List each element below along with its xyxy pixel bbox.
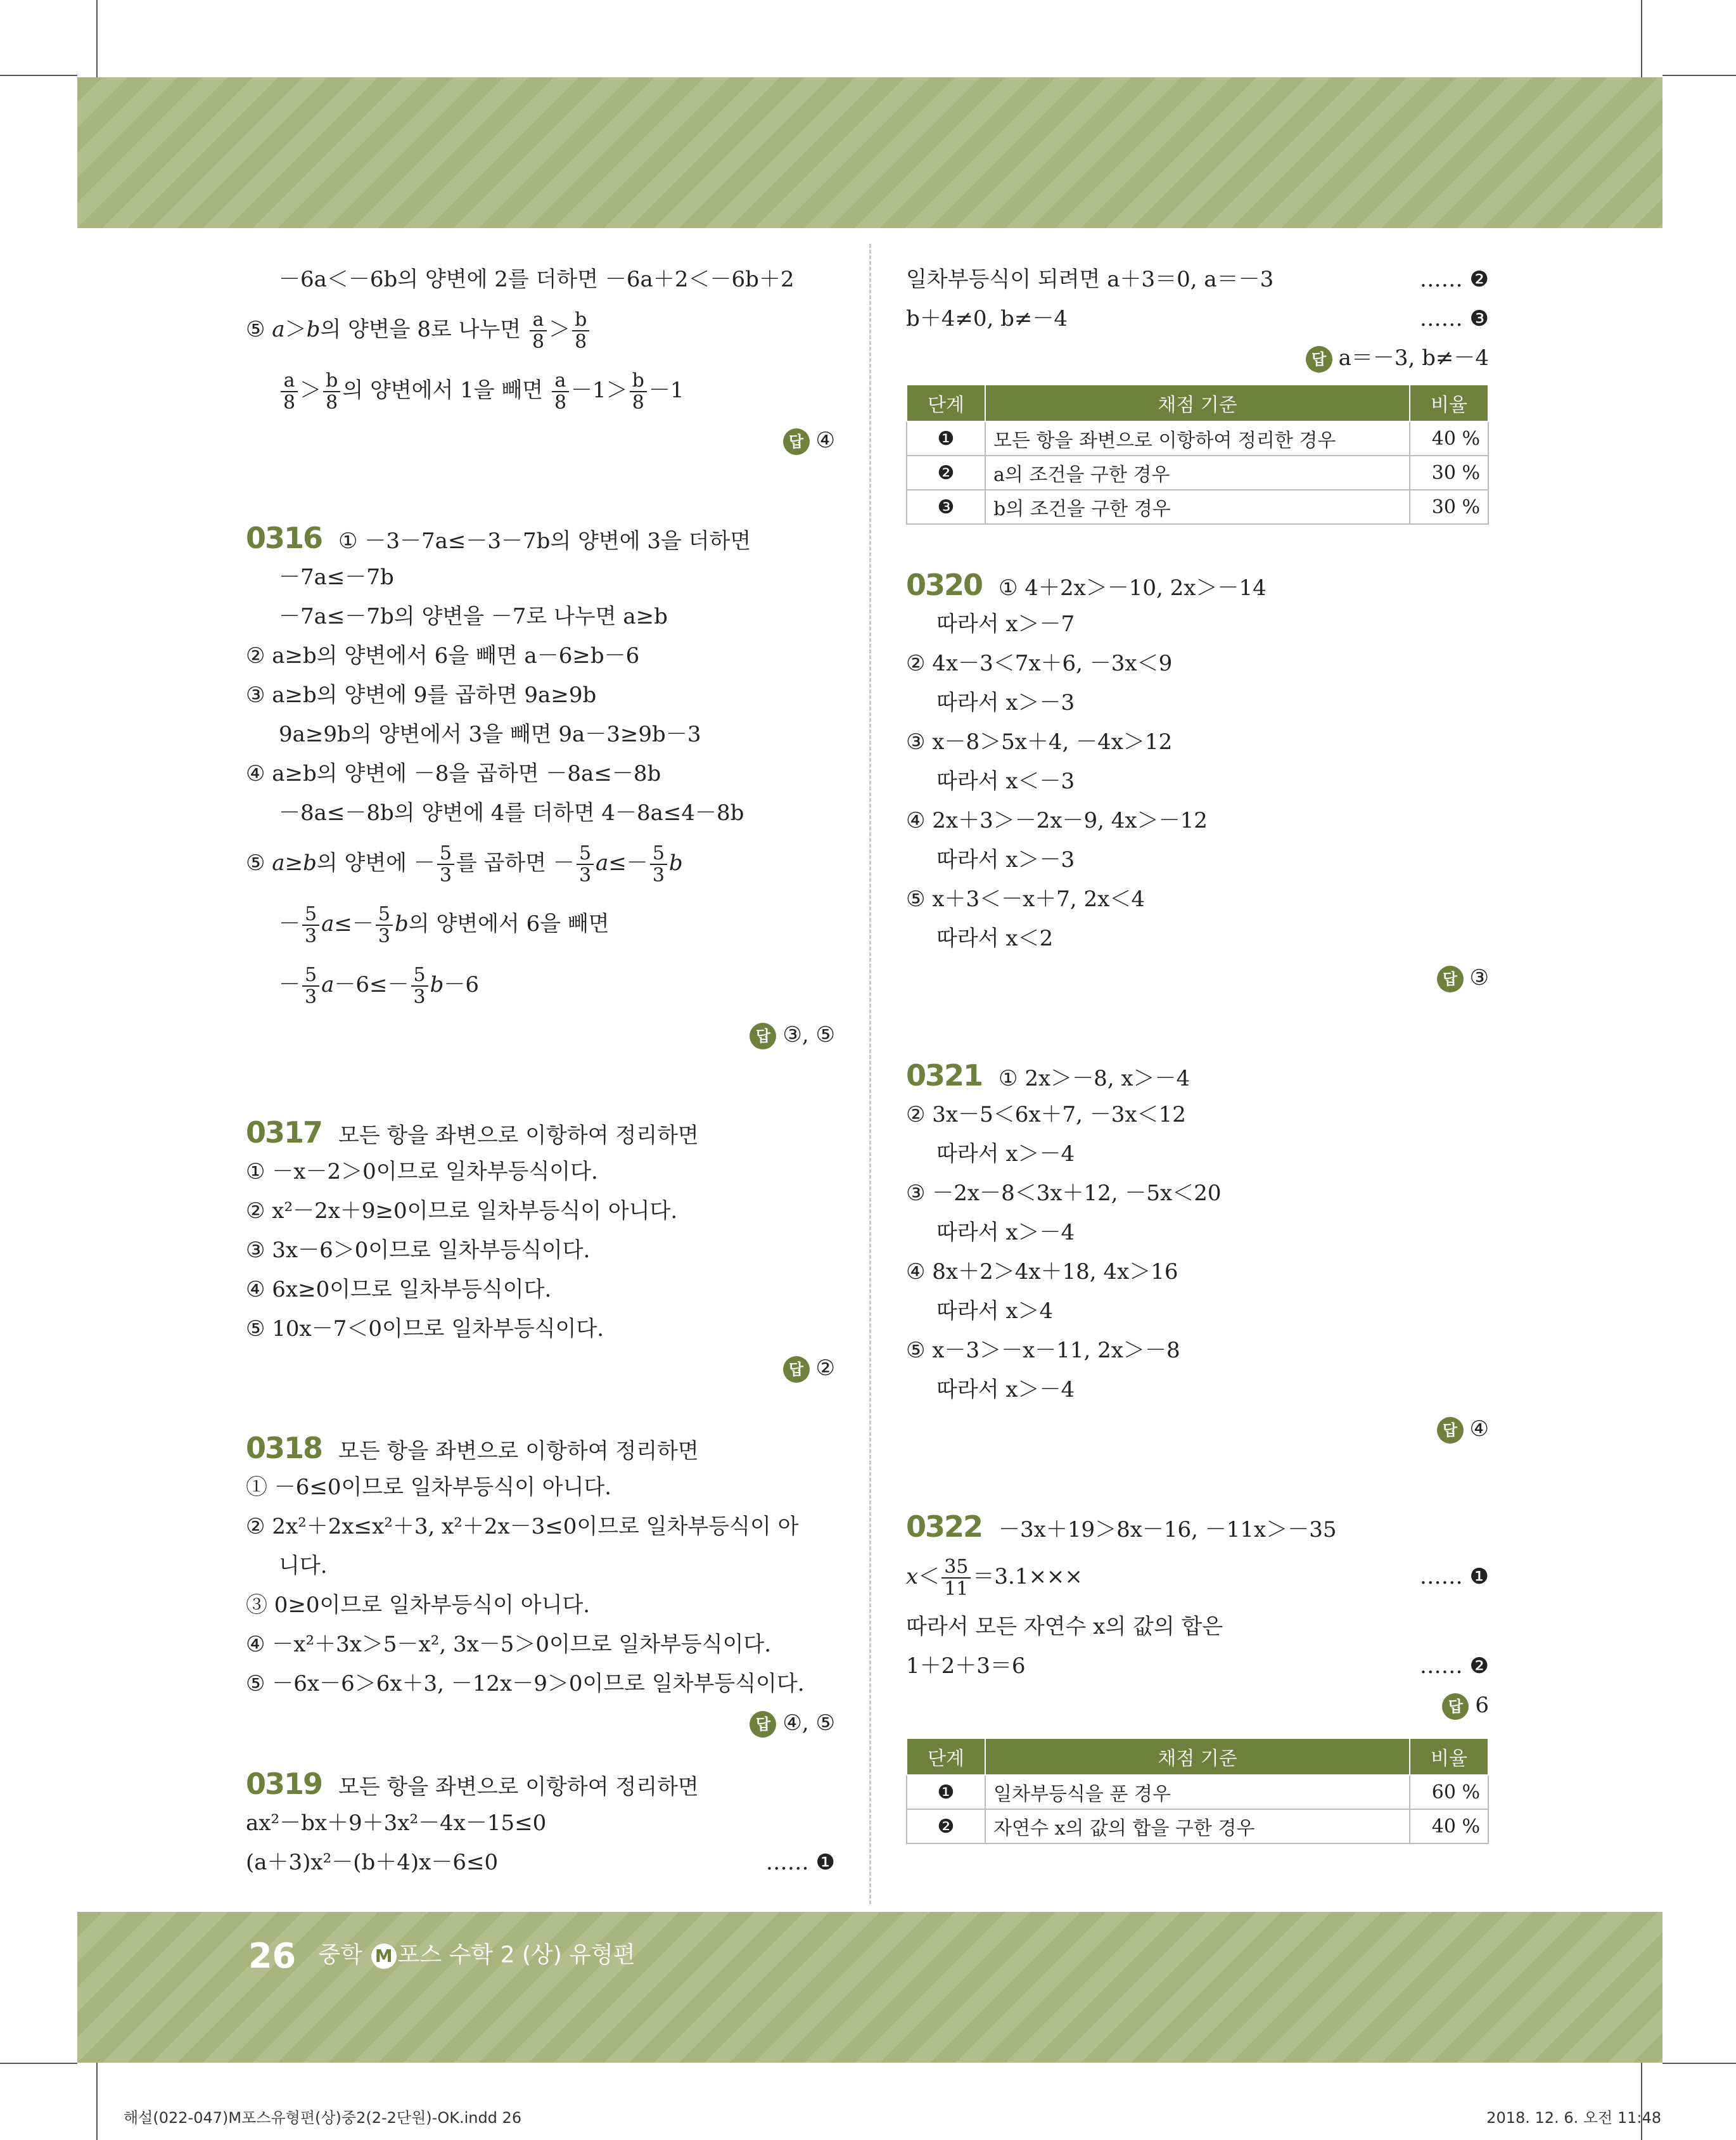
text-line: 따라서 x＜2 [936, 926, 1054, 951]
table-row: ❷ 자연수 x의 값의 합을 구한 경우 40 % [907, 1809, 1488, 1843]
answer: 답 6 [906, 1686, 1489, 1725]
answer: 답 ④ [246, 421, 835, 460]
answer-badge: 답 [750, 1711, 776, 1738]
grading-table [906, 1738, 1489, 1844]
crop-mark [96, 0, 98, 77]
answer: 답 ③, ⑤ [246, 1015, 835, 1054]
text-line: ⑤ 10x－7＜0이므로 일차부등식이다. [246, 1316, 604, 1342]
answer-badge: 답 [750, 1023, 776, 1049]
table-header: 비율 [1410, 1738, 1488, 1775]
text-line: 따라서 모든 자연수 x의 값의 합은 [906, 1614, 1223, 1639]
text-line: ⑤ x－3＞－x－11, 2x＞－8 [906, 1338, 1180, 1363]
step-mark: …… ❷ [1419, 1653, 1489, 1679]
question-number: 0318 [246, 1431, 322, 1465]
text-line: ⑤ a＞b의 양변을 8로 나누면 $\frac{a}{8}$ ＞ $\frac{b}{8}$ [246, 299, 835, 360]
answer-badge: 답 [1306, 346, 1332, 373]
answer: 답 a＝－3, b≠－4 [906, 338, 1489, 378]
crop-mark [1641, 0, 1642, 77]
text-line: 9a≥9b의 양변에서 3을 빼면 9a－3≥9b－3 [279, 722, 701, 747]
text-line: 따라서 x＞－3 [936, 690, 1075, 715]
answer-badge: 답 [1442, 1693, 1469, 1720]
question-0320: 0320 ① 4＋2x＞－10, 2x＞－14 [906, 568, 1267, 602]
text-line: ③ 0≥0이므로 일차부등식이 아니다. [246, 1592, 590, 1618]
text-line: ④ －x²＋3x＞5－x², 3x－5＞0이므로 일차부등식이다. [246, 1632, 772, 1657]
crop-mark [96, 2063, 98, 2140]
book-title: 중학 [318, 1942, 363, 1968]
crop-mark [0, 2063, 77, 2064]
table-row: ❷ a의 조건을 구한 경우 30 % [907, 456, 1488, 490]
text-line: ⑤ a≥b의 양변에 － $\frac{5}{3}$ 를 곱하면 － $\frac{5}{3}$ a≤－ $\frac{5}{3}$ b [246, 842, 683, 887]
text-line: 따라서 x＜－3 [936, 769, 1075, 794]
text-line: ③ 3x－6＞0이므로 일차부등식이다. [246, 1238, 590, 1263]
table-header: 단계 [907, 1738, 985, 1775]
file-slug: 해설(022-047)M포스유형편(상)중2(2-2단원)-OK.indd 26 [124, 2109, 522, 2127]
text-line: ③ x－8＞5x＋4, －4x＞12 [906, 729, 1173, 755]
left-column [246, 260, 835, 1882]
text-line: ③ a≥b의 양변에 9를 곱하면 9a≥9b [246, 682, 597, 708]
text-line: x＜ $\frac{35}{11}$ ＝3.1××× …… ❶ [906, 1546, 1489, 1607]
answer: 답 ④, ⑤ [246, 1703, 835, 1743]
text-line: ④ 8x＋2＞4x＋18, 4x＞16 [906, 1259, 1178, 1285]
question-number: 0320 [906, 568, 983, 602]
text-line: －8a≤－8b의 양변에 4를 더하면 4－8a≤4－8b [279, 800, 744, 826]
text-line: ④ 2x＋3＞－2x－9, 4x＞－12 [906, 808, 1208, 833]
text-line: 따라서 x＞－7 [936, 612, 1075, 637]
text-line: ② 4x－3＜7x＋6, －3x＜9 [906, 651, 1173, 676]
text-line: ④ 6x≥0이므로 일차부등식이다. [246, 1277, 552, 1302]
table-header: 채점 기준 [985, 1738, 1410, 1775]
question-0322: 0322 －3x＋19＞8x－16, －11x＞－35 [906, 1509, 1337, 1544]
text-line: － $\frac{5}{3}$ a≤－ $\frac{5}{3}$ b의 양변에서 6을 빼면 [279, 903, 610, 947]
question-number: 0322 [906, 1509, 983, 1544]
table-header: 채점 기준 [985, 385, 1410, 421]
table-header: 단계 [907, 385, 985, 421]
text-line: ① －x－2＞0이므로 일차부등식이다. [246, 1159, 598, 1184]
fraction: $\frac{a}{8}$ [530, 309, 547, 352]
step-mark: …… ❷ [1419, 267, 1489, 292]
question-0317: 0317 모든 항을 좌변으로 이항하여 정리하면 [246, 1115, 699, 1150]
crop-mark [0, 75, 77, 76]
text-line: ⑤ －6x－6＞6x＋3, －12x－9＞0이므로 일차부등식이다. [246, 1671, 805, 1696]
text-line: －7a≤－7b의 양변을 －7로 나누면 a≥b [279, 604, 668, 629]
m-logo-icon: M [371, 1944, 397, 1969]
page-number: 26 [248, 1936, 297, 1976]
text-line: ② 3x－5＜6x＋7, －3x＜12 [906, 1102, 1186, 1127]
print-date: 2018. 12. 6. 오전 11:48 [1486, 2109, 1661, 2127]
text-line: ax²－bx＋9＋3x²－4x－15≤0 [246, 1810, 547, 1836]
crop-mark [1641, 2063, 1642, 2140]
text-line: 따라서 x＞－4 [936, 1141, 1075, 1167]
grading-table [906, 384, 1489, 525]
question-0319: 0319 모든 항을 좌변으로 이항하여 정리하면 [246, 1767, 699, 1801]
fraction: $\frac{b}{8}$ [572, 309, 589, 352]
step-mark: …… ❶ [1419, 1564, 1489, 1589]
step-mark: …… ❶ [765, 1850, 835, 1875]
answer-badge: 답 [1437, 1417, 1464, 1444]
header-band [77, 77, 1663, 228]
table-row: ❶ 모든 항을 좌변으로 이항하여 정리한 경우 40 % [907, 421, 1488, 456]
text-line: $\frac{a}{8}$ ＞ $\frac{b}{8}$ 의 양변에서 1을 빼면 $\frac{a}{8}$ －1＞ $\frac{b}{8}$ －1 [246, 360, 835, 421]
fraction: $\frac{35}{11}$ [941, 1556, 971, 1599]
question-number: 0319 [246, 1767, 322, 1801]
question-0316: 0316 ① －3－7a≤－3－7b의 양변에 3을 더하면 [246, 521, 751, 555]
text-line: 따라서 x＞－4 [936, 1377, 1075, 1402]
page-footer [248, 1936, 635, 1976]
answer: 답 ③ [906, 958, 1489, 997]
text-line: ② 2x²＋2x≤x²＋3, x²＋2x－3≤0이므로 일차부등식이 아 [246, 1514, 799, 1539]
question-number: 0316 [246, 521, 322, 555]
right-column [906, 260, 1489, 1844]
text-line: 따라서 x＞－3 [936, 847, 1075, 873]
question-0318: 0318 모든 항을 좌변으로 이항하여 정리하면 [246, 1431, 699, 1465]
text-line: ② x²－2x＋9≥0이므로 일차부등식이 아니다. [246, 1198, 678, 1224]
text-line: ③ －2x－8＜3x＋12, －5x＜20 [906, 1181, 1222, 1206]
question-number: 0321 [906, 1058, 983, 1092]
answer-badge: 답 [1437, 966, 1464, 992]
text-line: (a＋3)x²－(b＋4)x－6≤0 …… ❶ [246, 1843, 835, 1882]
text-line: 일차부등식이 되려면 a＋3＝0, a＝－3 …… ❷ [906, 260, 1489, 299]
crop-mark [1663, 2063, 1736, 2064]
question-0321: 0321 ① 2x＞－8, x＞－4 [906, 1058, 1190, 1092]
table-row: ❸ b의 조건을 구한 경우 30 % [907, 490, 1488, 524]
text-line: 니다. [279, 1553, 328, 1579]
table-row: ❶ 일차부등식을 푼 경우 60 % [907, 1775, 1488, 1809]
answer-badge: 답 [783, 1356, 810, 1383]
text-line: －6a＜－6b의 양변에 2를 더하면 －6a＋2＜－6b＋2 [279, 267, 795, 292]
text-line: ① －6≤0이므로 일차부등식이 아니다. [246, 1475, 612, 1500]
table-header: 비율 [1410, 385, 1488, 421]
text-line: －7a≤－7b [279, 565, 394, 590]
footer-band [77, 1912, 1663, 2063]
text-line: b＋4≠0, b≠－4 …… ❸ [906, 299, 1489, 338]
step-mark: …… ❸ [1419, 306, 1489, 331]
text-line: 1＋2＋3＝6 …… ❷ [906, 1646, 1489, 1686]
answer: 답 ② [246, 1349, 835, 1388]
text-line: ④ a≥b의 양변에 －8을 곱하면 －8a≤－8b [246, 761, 661, 786]
crop-mark [1663, 75, 1736, 76]
text-line: 따라서 x＞－4 [936, 1220, 1075, 1245]
text-line: ② a≥b의 양변에서 6을 빼면 a－6≥b－6 [246, 643, 640, 669]
text-line: ⑤ x＋3＜－x＋7, 2x＜4 [906, 887, 1145, 912]
book-title: 포스 수학 2 (상) 유형편 [397, 1942, 635, 1968]
answer-badge: 답 [783, 428, 810, 455]
answer: 답 ④ [906, 1409, 1489, 1449]
text-line: － $\frac{5}{3}$ a－6≤－ $\frac{5}{3}$ b－6 [279, 964, 479, 1008]
question-number: 0317 [246, 1115, 322, 1150]
text-line: 따라서 x＞4 [936, 1298, 1054, 1324]
column-divider [869, 244, 871, 1904]
